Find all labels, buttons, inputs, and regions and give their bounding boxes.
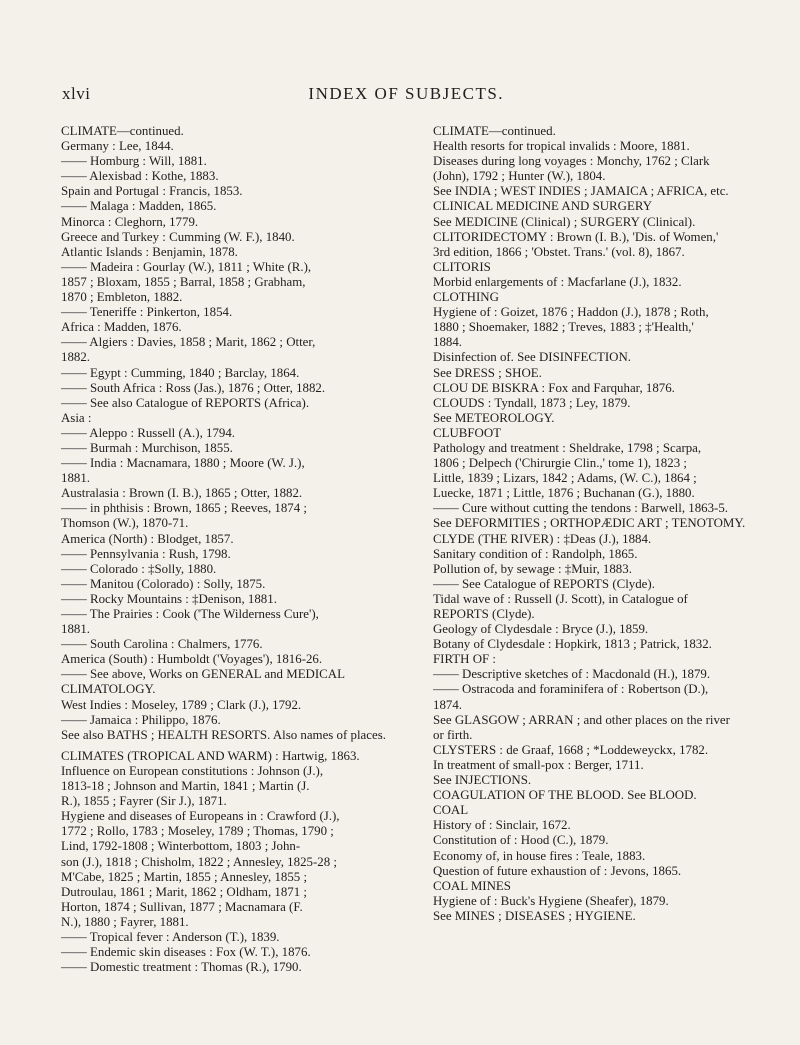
index-line: Health resorts for tropical invalids : Moore, 1881. (433, 139, 690, 154)
index-line: 1874. (433, 697, 463, 712)
index-line: —— Teneriffe : Pinkerton, 1854. (61, 305, 233, 320)
index-line: Sanitary condition of : Randolph, 1865. (433, 546, 638, 561)
index-line: See METEOROLOGY. (433, 410, 555, 425)
index-line: (John), 1792 ; Hunter (W.), 1804. (433, 169, 606, 184)
index-line: Hygiene of : Goizet, 1876 ; Haddon (J.), 1878 ; Roth, (433, 305, 709, 320)
index-line: CLIMATE—continued. (61, 124, 184, 138)
index-line: Question of future exhaustion of : Jevons, 1865. (433, 863, 682, 878)
index-line: Influence on European constitutions : Johnson (J.), (61, 763, 324, 778)
index-line: —— in phthisis : Brown, 1865 ; Reeves, 1874 ; (61, 501, 307, 516)
index-line: Atlantic Islands : Benjamin, 1878. (61, 244, 238, 259)
index-line: CLIMATOLOGY. (61, 682, 156, 697)
index-line: —— Ostracoda and foraminifera of : Robertson (D.), (433, 682, 709, 697)
index-line: or firth. (433, 727, 473, 742)
index-line: —— Aleppo : Russell (A.), 1794. (61, 425, 236, 440)
index-line: See DRESS ; SHOE. (433, 365, 542, 380)
index-line: Spain and Portugal : Francis, 1853. (61, 184, 243, 199)
index-line: —— Pennsylvania : Rush, 1798. (61, 546, 231, 561)
index-line: Asia : (61, 410, 92, 425)
index-line: See GLASGOW ; ARRAN ; and other places on the river (433, 712, 730, 727)
index-line: 1881. (61, 622, 91, 637)
index-line: —— Egypt : Cumming, 1840 ; Barclay, 1864. (61, 365, 300, 380)
index-line: CLIMATE—continued. (433, 124, 556, 138)
page-header (62, 84, 752, 104)
index-line: History of : Sinclair, 1672. (433, 818, 571, 833)
index-line: Pollution of, by sewage : ‡Muir, 1883. (433, 561, 632, 576)
index-line: Greece and Turkey : Cumming (W. F.), 1840. (61, 229, 295, 244)
index-line: CLOU DE BISKRA : Fox and Farquhar, 1876. (433, 380, 675, 395)
index-line: Pathology and treatment : Sheldrake, 1798 ; Scarpa, (433, 440, 702, 455)
index-column-right (433, 124, 768, 924)
index-line: —— Madeira : Gourlay (W.), 1811 ; White (R.), (61, 259, 312, 274)
page-title: INDEX OF SUBJECTS. (308, 84, 505, 103)
index-line: —— Malaga : Madden, 1865. (61, 199, 217, 214)
index-line: —— South Carolina : Chalmers, 1776. (61, 637, 263, 652)
index-line: CLUBFOOT (433, 425, 502, 440)
index-line: 1857 ; Bloxam, 1855 ; Barral, 1858 ; Grabham, (61, 274, 306, 289)
index-line: CLITORIDECTOMY : Brown (I. B.), 'Dis. of Women,' (433, 229, 719, 244)
index-line: See MEDICINE (Clinical) ; SURGERY (Clinical). (433, 214, 696, 229)
index-line: —— Manitou (Colorado) : Solly, 1875. (61, 576, 266, 591)
index-line: 1884. (433, 335, 463, 350)
index-line: COAL (433, 803, 469, 818)
index-line: Hygiene of : Buck's Hygiene (Sheafer), 1879. (433, 893, 669, 908)
index-line: See MINES ; DISEASES ; HYGIENE. (433, 908, 636, 923)
index-line: —— India : Macnamara, 1880 ; Moore (W. J.), (61, 456, 305, 471)
index-line: —— Rocky Mountains : ‡Denison, 1881. (61, 591, 277, 606)
index-line: —— Colorado : ‡Solly, 1880. (61, 561, 217, 576)
index-line: —— Domestic treatment : Thomas (R.), 1790. (61, 960, 302, 975)
index-line: 3rd edition, 1866 ; 'Obstet. Trans.' (vol. 8), 1867. (433, 244, 685, 259)
index-line: America (South) : Humboldt ('Voyages'), 1816-26. (61, 652, 323, 667)
index-line: M'Cabe, 1825 ; Martin, 1855 ; Annesley, 1855 ; (61, 869, 308, 884)
page-number: xlvi (62, 84, 91, 103)
index-line: Botany of Clydesdale : Hopkirk, 1813 ; Patrick, 1832. (433, 637, 712, 652)
index-line: CLYDE (THE RIVER) : ‡Deas (J.), 1884. (433, 531, 652, 546)
index-line: 1772 ; Rollo, 1783 ; Moseley, 1789 ; Thomas, 1790 ; (61, 824, 334, 839)
index-line: 1882. (61, 350, 91, 365)
index-line: CLOTHING (433, 290, 499, 305)
index-line: Constitution of : Hood (C.), 1879. (433, 833, 609, 848)
index-line: COAL MINES (433, 878, 511, 893)
index-line: Hygiene and diseases of Europeans in : Crawford (J.), (61, 809, 340, 824)
index-line: CLINICAL MEDICINE AND SURGERY (433, 199, 653, 214)
index-line: CLIMATES (TROPICAL AND WARM) : Hartwig, 1863. (61, 748, 360, 763)
index-line: —— See also Catalogue of REPORTS (Africa). (61, 395, 310, 410)
index-line: —— South Africa : Ross (Jas.), 1876 ; Otter, 1882. (61, 380, 326, 395)
index-line: See DEFORMITIES ; ORTHOPÆDIC ART ; TENOTOMY. (433, 516, 746, 531)
index-line: Horton, 1874 ; Sullivan, 1877 ; Macnamara (F. (61, 899, 303, 914)
index-line: —— See Catalogue of REPORTS (Clyde). (433, 576, 655, 591)
index-line: COAGULATION OF THE BLOOD. See BLOOD. (433, 788, 697, 803)
index-line: 1870 ; Embleton, 1882. (61, 290, 183, 305)
index-line: See also BATHS ; HEALTH RESORTS. Also names of places. (61, 727, 386, 742)
index-line: West Indies : Moseley, 1789 ; Clark (J.), 1792. (61, 697, 302, 712)
index-line: Luecke, 1871 ; Little, 1876 ; Buchanan (G.), 1880. (433, 486, 695, 501)
index-line: FIRTH OF : (433, 652, 496, 667)
index-line: —— Descriptive sketches of : Macdonald (H.), 1879. (433, 667, 711, 682)
index-line: 1881. (61, 471, 91, 486)
index-column-left (61, 124, 396, 975)
index-line: —— Cure without cutting the tendons : Barwell, 1863-5. (433, 501, 729, 516)
index-line: 1813-18 ; Johnson and Martin, 1841 ; Martin (J. (61, 779, 310, 794)
index-line: —— Homburg : Will, 1881. (61, 154, 207, 169)
index-line: 1880 ; Shoemaker, 1882 ; Treves, 1883 ; ‡'Health,' (433, 320, 694, 335)
index-line: 1806 ; Delpech ('Chirurgie Clin.,' tome 1), 1823 ; (433, 456, 687, 471)
index-line: Tidal wave of : Russell (J. Scott), in Catalogue of (433, 591, 688, 606)
index-line: —— Alexisbad : Kothe, 1883. (61, 169, 219, 184)
index-line: REPORTS (Clyde). (433, 607, 535, 621)
index-line: —— Tropical fever : Anderson (T.), 1839. (61, 929, 280, 944)
index-line: Dutroulau, 1861 ; Marit, 1862 ; Oldham, 1871 ; (61, 884, 307, 899)
index-line: —— Endemic skin diseases : Fox (W. T.), 1876. (61, 945, 311, 960)
index-line: Minorca : Cleghorn, 1779. (61, 214, 199, 229)
index-line: CLOUDS : Tyndall, 1873 ; Ley, 1879. (433, 395, 631, 410)
index-line: —— See above, Works on GENERAL and MEDICAL (61, 667, 345, 682)
index-line: Lind, 1792-1808 ; Winterbottom, 1803 ; John- (61, 839, 301, 854)
index-line: Australasia : Brown (I. B.), 1865 ; Otter, 1882. (61, 486, 303, 501)
index-line: CLITORIS (433, 259, 491, 274)
index-line: Geology of Clydesdale : Bryce (J.), 1859. (433, 622, 649, 637)
index-line: See INJECTIONS. (433, 773, 532, 788)
index-line: —— Algiers : Davies, 1858 ; Marit, 1862 ; Otter, (61, 335, 316, 350)
index-line: Economy of, in house fires : Teale, 1883. (433, 848, 646, 863)
index-line: In treatment of small-pox : Berger, 1711. (433, 757, 644, 772)
index-line: Thomson (W.), 1870-71. (61, 516, 189, 531)
index-line: N.), 1880 ; Fayrer, 1881. (61, 914, 189, 929)
index-line: See INDIA ; WEST INDIES ; JAMAICA ; AFRICA, etc. (433, 184, 729, 199)
index-line: —— Jamaica : Philippo, 1876. (61, 712, 221, 727)
index-line: son (J.), 1818 ; Chisholm, 1822 ; Annesley, 1825-28 ; (61, 854, 337, 869)
index-line: —— The Prairies : Cook ('The Wilderness Cure'), (61, 607, 319, 621)
index-line: Germany : Lee, 1844. (61, 139, 174, 154)
index-line: Morbid enlargements of : Macfarlane (J.), 1832. (433, 274, 682, 289)
index-line: Little, 1839 ; Lizars, 1842 ; Adams, (W. C.), 1864 ; (433, 471, 697, 486)
index-line: Diseases during long voyages : Monchy, 1762 ; Clark (433, 154, 710, 169)
index-line: R.), 1855 ; Fayrer (Sir J.), 1871. (61, 794, 227, 809)
index-line: America (North) : Blodget, 1857. (61, 531, 234, 546)
index-line: Disinfection of. See DISINFECTION. (433, 350, 631, 365)
index-line: —— Burmah : Murchison, 1855. (61, 440, 233, 455)
index-line: Africa : Madden, 1876. (61, 320, 182, 335)
index-line: CLYSTERS : de Graaf, 1668 ; *Loddeweyckx, 1782. (433, 742, 709, 757)
